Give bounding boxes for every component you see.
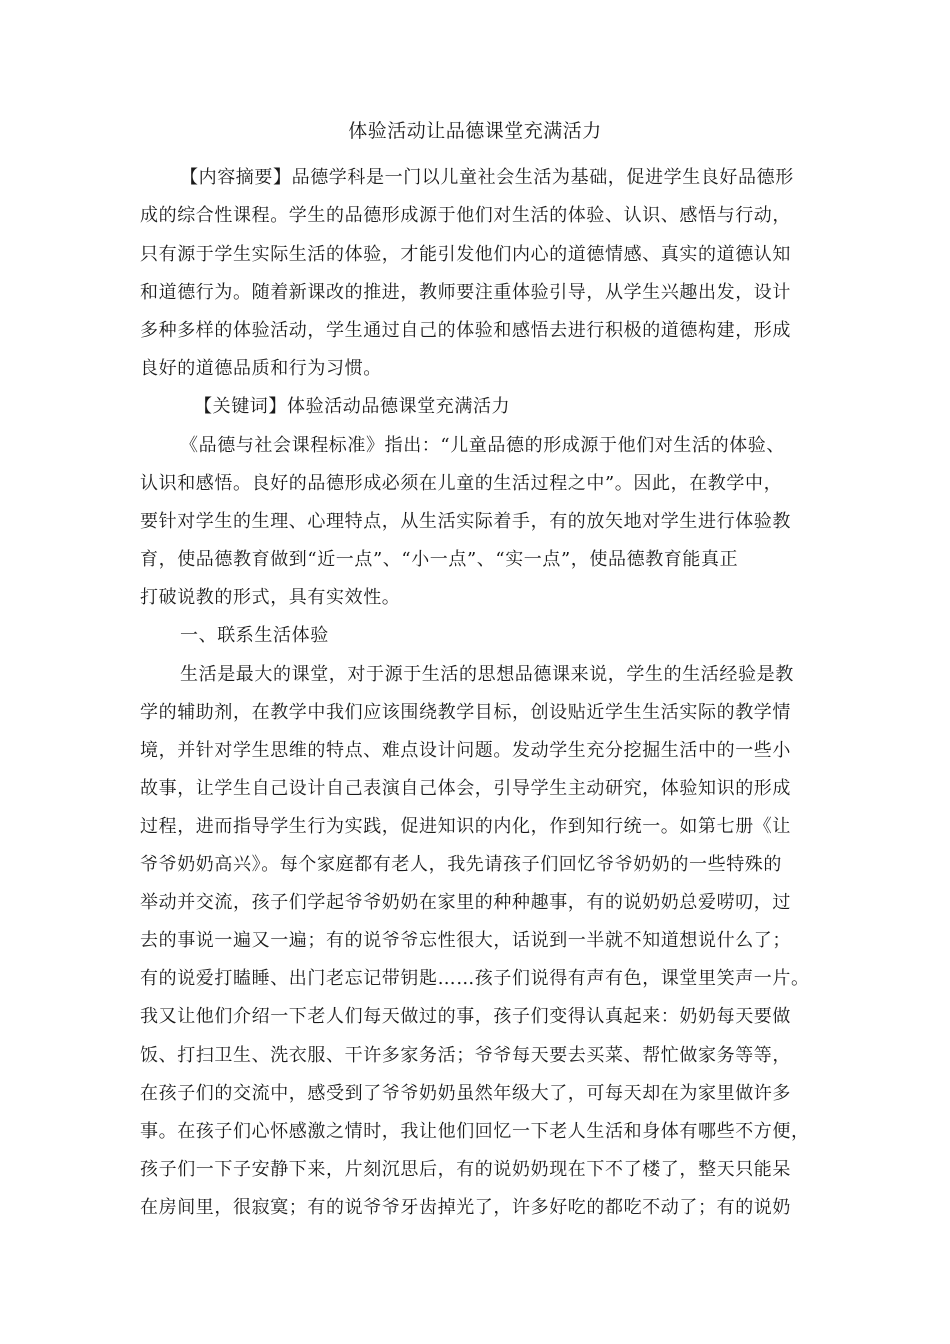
text-line: 【内容摘要】品德学科是一门以儿童社会生活为基础，促进学生良好品德形 [180, 167, 794, 188]
text-line: 一、联系生活体验 [180, 625, 329, 646]
document-title: 体验活动让品德课堂充满活力 [348, 120, 602, 142]
text-line: 爷爷奶奶高兴》。每个家庭都有老人，我先请孩子们回忆爷爷奶奶的一些特殊的 [140, 854, 782, 875]
text-line: 良好的道德品质和行为习惯。 [140, 358, 382, 379]
text-line: 打破说教的形式，具有实效性。 [140, 587, 401, 608]
text-line: 我又让他们介绍一下老人们每天做过的事，孩子们变得认真起来：奶奶每天要做 [140, 1006, 791, 1027]
text-line: 【关键词】体验活动品德课堂充满活力 [194, 396, 511, 417]
text-line: 成的综合性课程。学生的品德形成源于他们对生活的体验、认识、感悟与行动， [140, 205, 791, 226]
text-line: 认识和感悟。良好的品德形成必须在儿童的生活过程之中”。因此，在教学中， [140, 473, 783, 494]
text-line: 境，并针对学生思维的特点、难点设计问题。发动学生充分挖掘生活中的一些小 [140, 740, 791, 761]
text-line: 举动并交流，孩子们学起爷爷奶奶在家里的种种趣事，有的说奶奶总爱唠叨，过 [140, 892, 791, 913]
text-line: 要针对学生的生理、心理特点，从生活实际着手，有的放矢地对学生进行体验教 [140, 511, 791, 532]
text-line: 育，使品德教育做到“近一点”、“小一点”、“实一点”，使品德教育能真正 [140, 549, 739, 570]
text-line: 多种多样的体验活动，学生通过自己的体验和感悟去进行积极的道德构建，形成 [140, 320, 791, 341]
text-line: 生活是最大的课堂，对于源于生活的思想品德课来说，学生的生活经验是教 [180, 664, 794, 685]
text-line: 学的辅助剂，在教学中我们应该围绕教学目标，创设贴近学生生活实际的教学情 [140, 702, 791, 723]
text-line: 饭、打扫卫生、洗衣服、干许多家务活；爷爷每天要去买菜、帮忙做家务等等， [140, 1045, 791, 1066]
text-line: 《品德与社会课程标准》指出：“儿童品德的形成源于他们对生活的体验、 [180, 435, 785, 456]
text-line: 去的事说一遍又一遍；有的说爷爷忘性很大，话说到一半就不知道想说什么了； [140, 930, 791, 951]
text-line: 在房间里，很寂寞；有的说爷爷牙齿掉光了，许多好吃的都吃不动了；有的说奶 [140, 1197, 791, 1218]
text-line: 故事，让学生自己设计自己表演自己体会，引导学生主动研究，体验知识的形成 [140, 778, 791, 799]
text-line: 和道德行为。随着新课改的推进，教师要注重体验引导，从学生兴趣出发，设计 [140, 282, 791, 303]
text-line: 只有源于学生实际生活的体验，才能引发他们内心的道德情感、真实的道德认知 [140, 244, 791, 265]
text-line: 在孩子们的交流中，感受到了爷爷奶奶虽然年级大了，可每天却在为家里做许多 [140, 1083, 791, 1104]
text-line: 孩子们一下子安静下来，片刻沉思后，有的说奶奶现在下不了楼了，整天只能呆 [140, 1159, 791, 1180]
text-line: 事。在孩子们心怀感激之情时，我让他们回忆一下老人生活和身体有哪些不方便， [140, 1121, 810, 1142]
text-line: 有的说爱打瞌睡、出门老忘记带钥匙……孩子们说得有声有色，课堂里笑声一片。 [140, 968, 810, 989]
text-line: 过程，进而指导学生行为实践，促进知识的内化，作到知行统一。如第七册《让 [140, 816, 791, 837]
